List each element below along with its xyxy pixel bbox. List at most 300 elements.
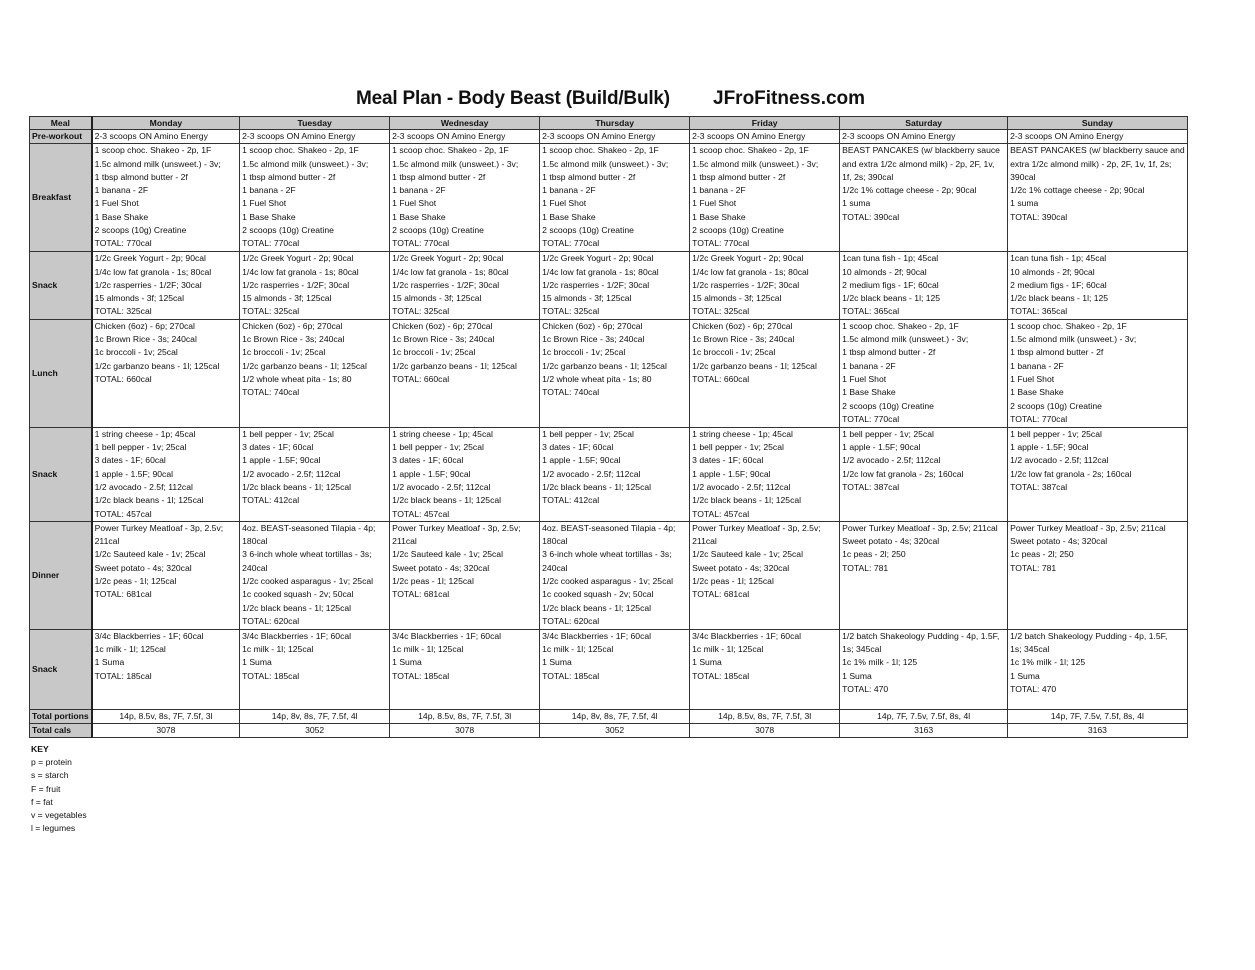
food-item: 1/2c cooked asparagus - 1v; 25cal	[542, 576, 674, 587]
total-cals-thursday: 3052	[540, 724, 690, 738]
food-item: TOTAL: 620cal	[242, 615, 300, 626]
food-item: 1/2c Greek Yogurt - 2p; 90cal	[692, 253, 804, 264]
food-item: 2-3 scoops ON Amino Energy	[842, 131, 956, 141]
food-item: TOTAL: 660cal	[392, 373, 450, 384]
food-item: 1c Brown Rice - 3s; 240cal	[542, 334, 645, 345]
meal-plan-body	[30, 130, 1188, 710]
food-item: 1/2 avocado - 2.5f; 112cal	[842, 455, 941, 466]
food-item: 1s; 345cal	[842, 644, 882, 655]
food-item: TOTAL: 412cal	[542, 495, 600, 506]
meal-cell-wednesday	[390, 144, 540, 252]
food-item: 1/2c black beans - 1l; 125cal	[542, 481, 652, 492]
food-item: 4oz. BEAST-seasoned Tilapia - 4p;	[242, 522, 376, 533]
food-item: Chicken (6oz) - 6p; 270cal	[542, 320, 643, 331]
food-item: 1 banana - 2F	[242, 185, 296, 196]
food-item: 1.5c almond milk (unsweet.) - 3v;	[842, 334, 969, 345]
food-item: 1.5c almond milk (unsweet.) - 3v;	[692, 158, 819, 169]
food-item: Power Turkey Meatloaf - 3p, 2.5v;	[94, 522, 224, 533]
total-cals-saturday: 3163	[840, 724, 1008, 738]
meal-cell-tuesday	[240, 629, 390, 709]
meal-label: Breakfast	[30, 144, 92, 252]
food-item: 2 scoops (10g) Creatine	[1010, 400, 1102, 411]
food-item: Chicken (6oz) - 6p; 270cal	[94, 320, 195, 331]
food-item: 1/2 avocado - 2.5f; 112cal	[692, 481, 791, 492]
food-item: TOTAL: 770cal	[392, 238, 450, 249]
food-item: 3 dates - 1F; 60cal	[392, 455, 464, 466]
food-item: 1 tbsp almond butter - 2f	[542, 171, 636, 182]
food-item: 1 apple - 1.5F; 90cal	[242, 455, 321, 466]
food-item: 1 Suma	[94, 657, 125, 668]
food-item: 1 apple - 1.5F; 90cal	[692, 468, 771, 479]
food-item: TOTAL: 781	[842, 562, 889, 573]
food-item: 1c milk - 1l; 125cal	[242, 644, 314, 655]
food-item: TOTAL: 412cal	[242, 495, 300, 506]
food-item: TOTAL: 770cal	[542, 238, 600, 249]
food-item: 15 almonds - 3f; 125cal	[542, 293, 632, 304]
food-item: 1 bell pepper - 1v; 25cal	[1010, 428, 1102, 439]
food-item: 1 Suma	[842, 670, 872, 681]
food-item: 2-3 scoops ON Amino Energy	[242, 131, 356, 141]
meal-cell-saturday	[840, 252, 1008, 319]
meal-row-breakfast	[30, 144, 1188, 252]
meal-label: Snack	[30, 252, 92, 319]
food-item: Chicken (6oz) - 6p; 270cal	[692, 320, 793, 331]
food-item: 1c 1% milk - 1l; 125	[842, 657, 918, 668]
food-item: 1/2 avocado - 2.5f; 112cal	[94, 481, 193, 492]
food-item: 1.5c almond milk (unsweet.) - 3v;	[542, 158, 669, 169]
food-item: 1/2 avocado - 2.5f; 112cal	[1010, 455, 1109, 466]
food-item: TOTAL: 185cal	[94, 670, 152, 681]
food-item: 1 Fuel Shot	[842, 373, 887, 384]
food-item: 1/2c rasperries - 1/2F; 30cal	[94, 279, 202, 290]
food-item: 1 scoop choc. Shakeo - 2p, 1F	[842, 320, 959, 331]
food-item: TOTAL: 390cal	[1010, 211, 1068, 222]
meal-cell-wednesday	[390, 130, 540, 144]
meal-cell-thursday	[540, 130, 690, 144]
food-item: 1 apple - 1.5F; 90cal	[94, 468, 174, 479]
food-item: TOTAL: 325cal	[542, 306, 600, 317]
food-item: TOTAL: 770cal	[692, 238, 750, 249]
food-item: 1 bell pepper - 1v; 25cal	[392, 442, 484, 453]
food-item: TOTAL: 185cal	[542, 670, 600, 681]
food-item: 10 almonds - 2f; 90cal	[842, 266, 927, 277]
food-item: 1 Base Shake	[692, 211, 746, 222]
food-item: 2-3 scoops ON Amino Energy	[692, 131, 806, 141]
meal-cell-monday	[92, 629, 240, 709]
food-item: TOTAL: 185cal	[242, 670, 300, 681]
meal-row-snack	[30, 427, 1188, 521]
meal-cell-monday	[92, 144, 240, 252]
food-item: 1/2c Sauteed kale - 1v; 25cal	[692, 549, 803, 560]
meal-cell-tuesday	[240, 319, 390, 427]
food-item: TOTAL: 681cal	[692, 589, 750, 600]
meal-cell-sunday	[1008, 427, 1188, 521]
food-item: 1c broccoli - 1v; 25cal	[94, 347, 178, 358]
food-item: TOTAL: 681cal	[94, 589, 152, 600]
food-item: 1/2c black beans - 1l; 125cal	[94, 495, 204, 506]
food-item: 1.5c almond milk (unsweet.) - 3v;	[242, 158, 369, 169]
food-item: 1c milk - 1l; 125cal	[542, 644, 614, 655]
food-item: 1/2c black beans - 1l; 125cal	[692, 495, 802, 506]
food-item: 1can tuna fish - 1p; 45cal	[1010, 253, 1107, 264]
food-item: TOTAL: 365cal	[1010, 306, 1068, 317]
food-item: TOTAL: 470	[1010, 684, 1057, 695]
key-item-vegetables: v = vegetables	[31, 810, 87, 821]
food-item: 211cal	[692, 536, 717, 547]
meal-cell-monday	[92, 130, 240, 144]
food-item: 1 scoop choc. Shakeo - 2p, 1F	[542, 145, 659, 156]
food-item: 1 Base Shake	[542, 211, 596, 222]
food-item: TOTAL: 390cal	[842, 211, 900, 222]
meal-cell-sunday	[1008, 629, 1188, 709]
key-item-fat: f = fat	[31, 796, 53, 807]
food-item: 1 tbsp almond butter - 2f	[242, 171, 336, 182]
meal-cell-thursday	[540, 144, 690, 252]
food-item: 1 Base Shake	[392, 211, 446, 222]
food-item: and extra 1/2c almond milk) - 2p, 2F, 1v,	[842, 158, 995, 169]
food-item: 1 apple - 1.5F; 90cal	[1010, 442, 1089, 453]
food-item: TOTAL: 770cal	[842, 413, 900, 424]
total-cals-label: Total cals	[30, 724, 92, 738]
food-item: 1.5c almond milk (unsweet.) - 3v;	[392, 158, 519, 169]
food-item: 1 apple - 1.5F; 90cal	[392, 468, 471, 479]
food-item: 1/2c Greek Yogurt - 2p; 90cal	[94, 253, 206, 264]
meal-cell-monday	[92, 252, 240, 319]
food-item: 1/2c rasperries - 1/2F; 30cal	[242, 279, 350, 290]
column-header-saturday: Saturday	[840, 117, 1008, 130]
food-item: TOTAL: 681cal	[392, 589, 450, 600]
meal-cell-saturday	[840, 144, 1008, 252]
total-cals-monday: 3078	[92, 724, 240, 738]
food-item: 1s; 345cal	[1010, 644, 1050, 655]
food-item: 240cal	[242, 562, 268, 573]
meal-cell-monday	[92, 319, 240, 427]
food-item: 1/2c Greek Yogurt - 2p; 90cal	[392, 253, 504, 264]
food-item: TOTAL: 325cal	[242, 306, 300, 317]
food-item: 1/4c low fat granola - 1s; 80cal	[542, 266, 659, 277]
meal-cell-thursday	[540, 427, 690, 521]
food-item: Power Turkey Meatloaf - 3p, 2.5v; 211cal	[842, 522, 998, 533]
meal-cell-friday	[690, 629, 840, 709]
meal-label: Snack	[30, 427, 92, 521]
total-portions-tuesday: 14p, 8v, 8s, 7F, 7.5f, 4l	[240, 709, 390, 723]
food-item: 1 banana - 2F	[1010, 360, 1064, 371]
food-item: 1/2 batch Shakeology Pudding - 4p, 1.5F,	[842, 630, 1000, 641]
meal-cell-wednesday	[390, 319, 540, 427]
meal-cell-friday	[690, 319, 840, 427]
food-item: 3/4c Blackberries - 1F; 60cal	[242, 630, 352, 641]
food-item: 1/2c 1% cottage cheese - 2p; 90cal	[1010, 185, 1145, 196]
food-item: 1 suma	[1010, 198, 1039, 209]
meal-cell-friday	[690, 130, 840, 144]
food-item: 1 Fuel Shot	[392, 198, 437, 209]
food-item: 3 dates - 1F; 60cal	[94, 455, 166, 466]
food-item: 1 banana - 2F	[94, 185, 149, 196]
food-item: 2 scoops (10g) Creatine	[392, 225, 484, 236]
meal-cell-friday	[690, 144, 840, 252]
food-item: 1can tuna fish - 1p; 45cal	[842, 253, 939, 264]
food-item: 2-3 scoops ON Amino Energy	[392, 131, 506, 141]
food-item: 1c broccoli - 1v; 25cal	[692, 347, 776, 358]
total-cals-wednesday: 3078	[390, 724, 540, 738]
food-item: TOTAL: 620cal	[542, 615, 600, 626]
meal-row-pre-workout	[30, 130, 1188, 144]
meal-label: Lunch	[30, 319, 92, 427]
food-item: Sweet potato - 4s; 320cal	[94, 562, 192, 573]
header-row	[30, 117, 1188, 130]
food-item: 1/4c low fat granola - 1s; 80cal	[392, 266, 509, 277]
food-item: 1/2c 1% cottage cheese - 2p; 90cal	[842, 185, 977, 196]
meal-cell-friday	[690, 427, 840, 521]
total-cals-tuesday: 3052	[240, 724, 390, 738]
food-item: BEAST PANCAKES (w/ blackberry sauce and	[1010, 145, 1185, 156]
food-item: 1 scoop choc. Shakeo - 2p, 1F	[392, 145, 509, 156]
food-item: 211cal	[392, 536, 417, 547]
food-item: 180cal	[242, 536, 268, 547]
food-item: TOTAL: 325cal	[94, 306, 152, 317]
food-item: 1/2c peas - 1l; 125cal	[94, 576, 177, 587]
food-item: TOTAL: 325cal	[392, 306, 450, 317]
food-item: 1/2c garbanzo beans - 1l; 125cal	[242, 360, 367, 371]
food-item: 1 Fuel Shot	[692, 198, 737, 209]
meal-cell-sunday	[1008, 130, 1188, 144]
food-item: 1 bell pepper - 1v; 25cal	[242, 428, 334, 439]
food-item: 1/2c Greek Yogurt - 2p; 90cal	[542, 253, 654, 264]
food-item: 3/4c Blackberries - 1F; 60cal	[392, 630, 502, 641]
food-item: TOTAL: 660cal	[94, 373, 152, 384]
food-item: TOTAL: 770cal	[1010, 413, 1068, 424]
meal-cell-saturday	[840, 427, 1008, 521]
food-item: TOTAL: 387cal	[842, 481, 900, 492]
food-item: 1 bell pepper - 1v; 25cal	[542, 428, 634, 439]
food-item: 1/2 whole wheat pita - 1s; 80	[542, 373, 652, 384]
meal-row-snack	[30, 252, 1188, 319]
legend-key	[31, 743, 87, 835]
meal-cell-saturday	[840, 319, 1008, 427]
food-item: 15 almonds - 3f; 125cal	[94, 293, 184, 304]
food-item: 2 scoops (10g) Creatine	[842, 400, 934, 411]
food-item: 1c Brown Rice - 3s; 240cal	[692, 334, 795, 345]
food-item: TOTAL: 770cal	[242, 238, 300, 249]
food-item: TOTAL: 740cal	[542, 387, 600, 398]
food-item: TOTAL: 740cal	[242, 387, 300, 398]
meal-plan-table	[29, 116, 1188, 738]
food-item: 1 Base Shake	[94, 211, 149, 222]
column-header-thursday: Thursday	[540, 117, 690, 130]
food-item: 1/2c black beans - 1l; 125cal	[242, 602, 352, 613]
food-item: 15 almonds - 3f; 125cal	[392, 293, 482, 304]
food-item: 1 tbsp almond butter - 2f	[692, 171, 786, 182]
food-item: 1 Fuel Shot	[542, 198, 587, 209]
food-item: TOTAL: 457cal	[692, 508, 750, 519]
food-item: 1 bell pepper - 1v; 25cal	[692, 442, 784, 453]
food-item: 1/2c peas - 1l; 125cal	[692, 576, 774, 587]
food-item: 10 almonds - 2f; 90cal	[1010, 266, 1095, 277]
food-item: 1.5c almond milk (unsweet.) - 3v;	[1010, 334, 1137, 345]
column-header-friday: Friday	[690, 117, 840, 130]
food-item: 1/2c garbanzo beans - 1l; 125cal	[542, 360, 667, 371]
key-item-fruit: F = fruit	[31, 783, 61, 794]
meal-row-snack	[30, 629, 1188, 709]
food-item: 2 scoops (10g) Creatine	[542, 225, 634, 236]
meal-cell-friday	[690, 521, 840, 629]
meal-cell-tuesday	[240, 521, 390, 629]
meal-row-lunch	[30, 319, 1188, 427]
food-item: 1c broccoli - 1v; 25cal	[242, 347, 326, 358]
food-item: 1 string cheese - 1p; 45cal	[94, 428, 196, 439]
food-item: TOTAL: 185cal	[392, 670, 450, 681]
meal-cell-thursday	[540, 252, 690, 319]
food-item: 1 Base Shake	[242, 211, 296, 222]
meal-cell-monday	[92, 427, 240, 521]
food-item: 390cal	[1010, 171, 1036, 182]
food-item: BEAST PANCAKES (w/ blackberry sauce	[842, 145, 1000, 156]
food-item: 1 Suma	[542, 657, 572, 668]
food-item: 1c Brown Rice - 3s; 240cal	[242, 334, 345, 345]
column-header-tuesday: Tuesday	[240, 117, 390, 130]
food-item: 1/4c low fat granola - 1s; 80cal	[94, 266, 212, 277]
food-item: 1/2c rasperries - 1/2F; 30cal	[692, 279, 800, 290]
site-name: JFroFitness.com	[713, 88, 866, 109]
meal-cell-saturday	[840, 130, 1008, 144]
meal-cell-wednesday	[390, 252, 540, 319]
meal-cell-wednesday	[390, 629, 540, 709]
food-item: 3 6-inch whole wheat tortillas - 3s;	[542, 549, 672, 560]
food-item: 1 apple - 1.5F; 90cal	[842, 442, 921, 453]
food-item: 1 scoop choc. Shakeo - 2p, 1F	[692, 145, 809, 156]
total-cals-row	[30, 724, 1188, 738]
food-item: 1 apple - 1.5F; 90cal	[542, 455, 621, 466]
meal-cell-saturday	[840, 521, 1008, 629]
food-item: 1/2c low fat granola - 2s; 160cal	[842, 468, 964, 479]
total-portions-saturday: 14p, 7F, 7.5v, 7.5f, 8s, 4l	[840, 709, 1008, 723]
key-title: KEY	[31, 744, 49, 754]
food-item: 1/2c black beans - 1l; 125cal	[392, 495, 502, 506]
food-item: 1 banana - 2F	[542, 185, 596, 196]
food-item: TOTAL: 365cal	[842, 306, 900, 317]
food-item: 1 banana - 2F	[692, 185, 746, 196]
food-item: Chicken (6oz) - 6p; 270cal	[242, 320, 343, 331]
food-item: 1c broccoli - 1v; 25cal	[392, 347, 476, 358]
meal-cell-thursday	[540, 629, 690, 709]
food-item: 1 bell pepper - 1v; 25cal	[842, 428, 934, 439]
total-portions-row	[30, 709, 1188, 723]
meal-cell-tuesday	[240, 144, 390, 252]
total-cals-friday: 3078	[690, 724, 840, 738]
meal-label: Pre-workout	[30, 130, 92, 144]
food-item: 1 Fuel Shot	[94, 198, 139, 209]
food-item: Power Turkey Meatloaf - 3p, 2.5v;	[692, 522, 821, 533]
food-item: 1/2c garbanzo beans - 1l; 125cal	[94, 360, 220, 371]
food-item: 1/4c low fat granola - 1s; 80cal	[242, 266, 359, 277]
food-item: 1 tbsp almond butter - 2f	[842, 347, 936, 358]
food-item: 1/2 whole wheat pita - 1s; 80	[242, 373, 352, 384]
food-item: 2 medium figs - 1F; 60cal	[842, 279, 939, 290]
food-item: 1 Base Shake	[842, 387, 896, 398]
food-item: 1 Suma	[692, 657, 722, 668]
food-item: Power Turkey Meatloaf - 3p, 2.5v; 211cal	[1010, 522, 1166, 533]
food-item: 1 bell pepper - 1v; 25cal	[94, 442, 187, 453]
meal-cell-tuesday	[240, 130, 390, 144]
food-item: 1/2c peas - 1l; 125cal	[392, 576, 474, 587]
food-item: TOTAL: 770cal	[94, 238, 152, 249]
food-item: 1/2c black beans - 1l; 125cal	[542, 602, 652, 613]
food-item: 3 dates - 1F; 60cal	[692, 455, 764, 466]
food-item: 1c milk - 1l; 125cal	[94, 644, 166, 655]
food-item: 3/4c Blackberries - 1F; 60cal	[542, 630, 652, 641]
key-item-protein: p = protein	[31, 757, 72, 768]
meal-cell-wednesday	[390, 427, 540, 521]
food-item: 1c cooked squash - 2v; 50cal	[242, 589, 354, 600]
food-item: 1/2c black beans - 1l; 125	[1010, 293, 1109, 304]
food-item: 3/4c Blackberries - 1F; 60cal	[692, 630, 802, 641]
food-item: 1 Fuel Shot	[1010, 373, 1055, 384]
total-portions-monday: 14p, 8.5v, 8s, 7F, 7.5f, 3l	[92, 709, 240, 723]
food-item: 1 banana - 2F	[842, 360, 896, 371]
food-item: 1 tbsp almond butter - 2f	[94, 171, 188, 182]
food-item: 1 Suma	[392, 657, 422, 668]
food-item: 2 scoops (10g) Creatine	[692, 225, 784, 236]
food-item: Sweet potato - 4s; 320cal	[842, 536, 940, 547]
food-item: TOTAL: 457cal	[392, 508, 450, 519]
food-item: 1f, 2s; 390cal	[842, 171, 894, 182]
food-item: 15 almonds - 3f; 125cal	[242, 293, 332, 304]
food-item: 3 6-inch whole wheat tortillas - 3s;	[242, 549, 372, 560]
food-item: extra 1/2c almond milk) - 2p, 2F, 1v, 1f, 2s;	[1010, 158, 1172, 169]
food-item: 1/2c rasperries - 1/2F; 30cal	[392, 279, 500, 290]
food-item: 1 Suma	[242, 657, 272, 668]
meal-cell-tuesday	[240, 252, 390, 319]
column-header-monday: Monday	[92, 117, 240, 130]
food-item: 15 almonds - 3f; 125cal	[692, 293, 782, 304]
food-item: 1 suma	[842, 198, 871, 209]
food-item: 2 scoops (10g) Creatine	[94, 225, 187, 236]
meal-label: Dinner	[30, 521, 92, 629]
meal-label: Snack	[30, 629, 92, 709]
food-item: 1 string cheese - 1p; 45cal	[692, 428, 793, 439]
food-item: 1 Suma	[1010, 670, 1040, 681]
food-item: 240cal	[542, 562, 568, 573]
food-item: 1c Brown Rice - 3s; 240cal	[94, 334, 197, 345]
food-item: Sweet potato - 4s; 320cal	[1010, 536, 1108, 547]
food-item: 1 string cheese - 1p; 45cal	[392, 428, 493, 439]
food-item: 1c broccoli - 1v; 25cal	[542, 347, 626, 358]
food-item: TOTAL: 325cal	[692, 306, 750, 317]
food-item: 2-3 scoops ON Amino Energy	[542, 131, 656, 141]
meal-cell-tuesday	[240, 427, 390, 521]
food-item: 1c peas - 2l; 250	[842, 549, 906, 560]
total-portions-sunday: 14p, 7F, 7.5v, 7.5f, 8s, 4l	[1008, 709, 1188, 723]
total-portions-thursday: 14p, 8v, 8s, 7F, 7.5f, 4l	[540, 709, 690, 723]
food-item: 1c Brown Rice - 3s; 240cal	[392, 334, 495, 345]
key-item-starch: s = starch	[31, 770, 69, 781]
food-item: 1/2c garbanzo beans - 1l; 125cal	[692, 360, 817, 371]
food-item: TOTAL: 781	[1010, 562, 1057, 573]
food-item: 2-3 scoops ON Amino Energy	[94, 131, 208, 141]
food-item: 1c milk - 1l; 125cal	[392, 644, 464, 655]
food-item: 1/4c low fat granola - 1s; 80cal	[692, 266, 809, 277]
food-item: 1.5c almond milk (unsweet.) - 3v;	[94, 158, 221, 169]
food-item: Sweet potato - 4s; 320cal	[692, 562, 790, 573]
food-item: 4oz. BEAST-seasoned Tilapia - 4p;	[542, 522, 676, 533]
food-item: 1/2c low fat granola - 2s; 160cal	[1010, 468, 1132, 479]
food-item: 1/2 avocado - 2.5f; 112cal	[242, 468, 341, 479]
food-item: 211cal	[94, 536, 120, 547]
food-item: TOTAL: 660cal	[692, 373, 750, 384]
food-item: 1/2c black beans - 1l; 125	[842, 293, 941, 304]
total-portions-label: Total portions	[30, 709, 92, 723]
food-item: TOTAL: 185cal	[692, 670, 750, 681]
